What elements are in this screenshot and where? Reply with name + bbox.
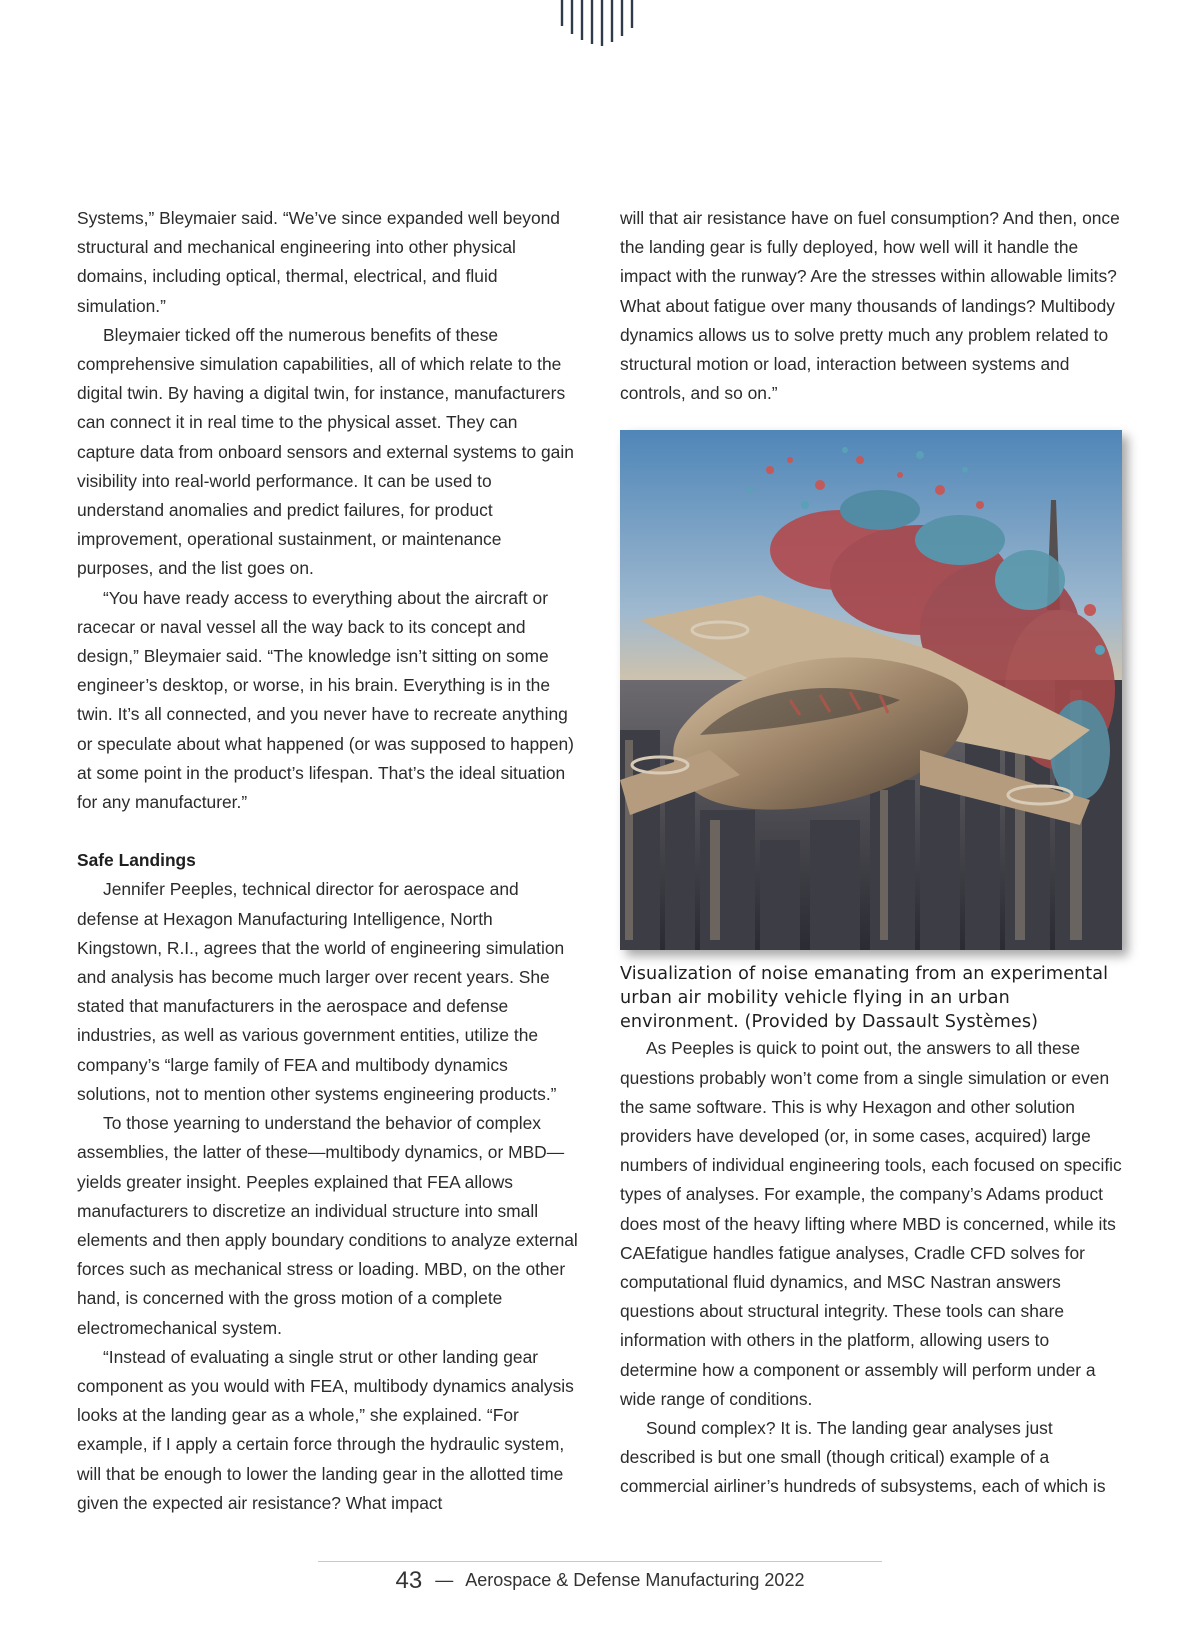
paragraph: As Peeples is quick to point out, the answers to all these questions probably won’t come from a single simulation or even the same software. This is why Hexagon and other solution providers have developed (or, in some cases, acquired) large numbers of individual engineering tools, each focused on specific types of analyses. For example, the company’s Adams product does most of the heavy lifting where MBD is concerned, while its CAEfatigue handles fatigue analyses, Cradle CFD solves for computational fluid dynamics, and MSC Nastran answers questions about structural integrity. These tools can share information with others in the platform, allowing users to determine how a component or assembly will perform under a wide range of conditions.	[620, 1038, 1122, 1409]
paragraph: Jennifer Peeples, technical director for aerospace and defense at Hexagon Manufacturing Intelligence, North Kingstown, R.I., agrees that the world of engineering simulation and analysis has become much larger over recent years. She stated that manufacturers in the aerospace and defense industries, as well as various government entities, utilize the company’s “large family of FEA and multibody dynamics solutions, not to mention other systems engineering products.”	[77, 879, 565, 1104]
top-ornament-lines	[558, 0, 642, 50]
section-heading: Safe Landings	[77, 850, 196, 871]
page-number: 43	[395, 1567, 423, 1594]
paragraph: “You have ready access to everything about the aircraft or racecar or naval vessel all the way back to its concept and design,” Bleymaier said. “The knowledge isn’t sitting on some engineer’s desktop, or worse, in his brain. Everything is in the twin. It’s all connected, and you never have to recreate anything or speculate about what happened (or was supposed to happen) at some point in the product’s lifespan. That’s the ideal situation for any manufacturer.”	[77, 587, 574, 813]
urban-air-vehicle-noise-image	[620, 430, 1122, 950]
page-footer	[0, 1567, 1200, 1595]
paragraph: Sound complex? It is. The landing gear analyses just described is but one small (though critical) example of a commercial airliner’s hundreds of subsystems, each of which is	[620, 1418, 1106, 1497]
footer-separator: —	[435, 1570, 454, 1590]
paragraph: “Instead of evaluating a single strut or other landing gear component as you would with FEA, multibody dynamics analysis looks at the landing gear as a whole,” she explained. “For example, if I apply a certain force through the hydraulic system, will that be enough to lower the landing gear in the allotted time given the expected air resistance? What impact	[77, 1346, 574, 1513]
left-column	[77, 204, 579, 1518]
paragraph: Systems,” Bleymaier said. “We’ve since expanded well beyond structural and mechanical engineering into other physical domains, including optical, thermal, electrical, and fluid simulation.”	[77, 208, 560, 316]
footer-rule	[318, 1561, 882, 1562]
figure-caption: Visualization of noise emanating from an experimental urban air mobility vehicle flying in an urban environment. (Provided by Dassault Systèmes)	[620, 964, 1109, 1033]
paragraph: To those yearning to understand the behavior of complex assemblies, the latter of these—multibody dynamics, or MBD—yields greater insight. Peeples explained that FEA allows manufacturers to discretize an individual structure into small elements and then apply boundary conditions to analyze external forces such as mechanical stress or loading. MBD, on the other hand, is concerned with the gross motion of a complete electromechanical system.	[77, 1113, 578, 1338]
right-column	[620, 204, 1122, 1502]
paragraph: Bleymaier ticked off the numerous benefits of these comprehensive simulation capabilities, all of which relate to the digital twin. By having a digital twin, for instance, manufacturers can connect it in real time to the physical asset. They can capture data from onboard sensors and external systems to gain visibility into real-world performance. It can be used to understand anomalies and predict failures, for product improvement, operational sustainment, or maintenance purposes, and the list goes on.	[77, 324, 574, 579]
paragraph: will that air resistance have on fuel consumption? And then, once the landing gear is fully deployed, how well will it handle the impact with the runway? Are the stresses within allowable limits? What about fatigue over many thousands of landings? Multibody dynamics allows us to solve pretty much any problem related to structural motion or load, interaction between systems and controls, and so on.”	[620, 208, 1120, 404]
figure	[620, 430, 1122, 1034]
publication-name: Aerospace & Defense Manufacturing 2022	[465, 1570, 805, 1590]
